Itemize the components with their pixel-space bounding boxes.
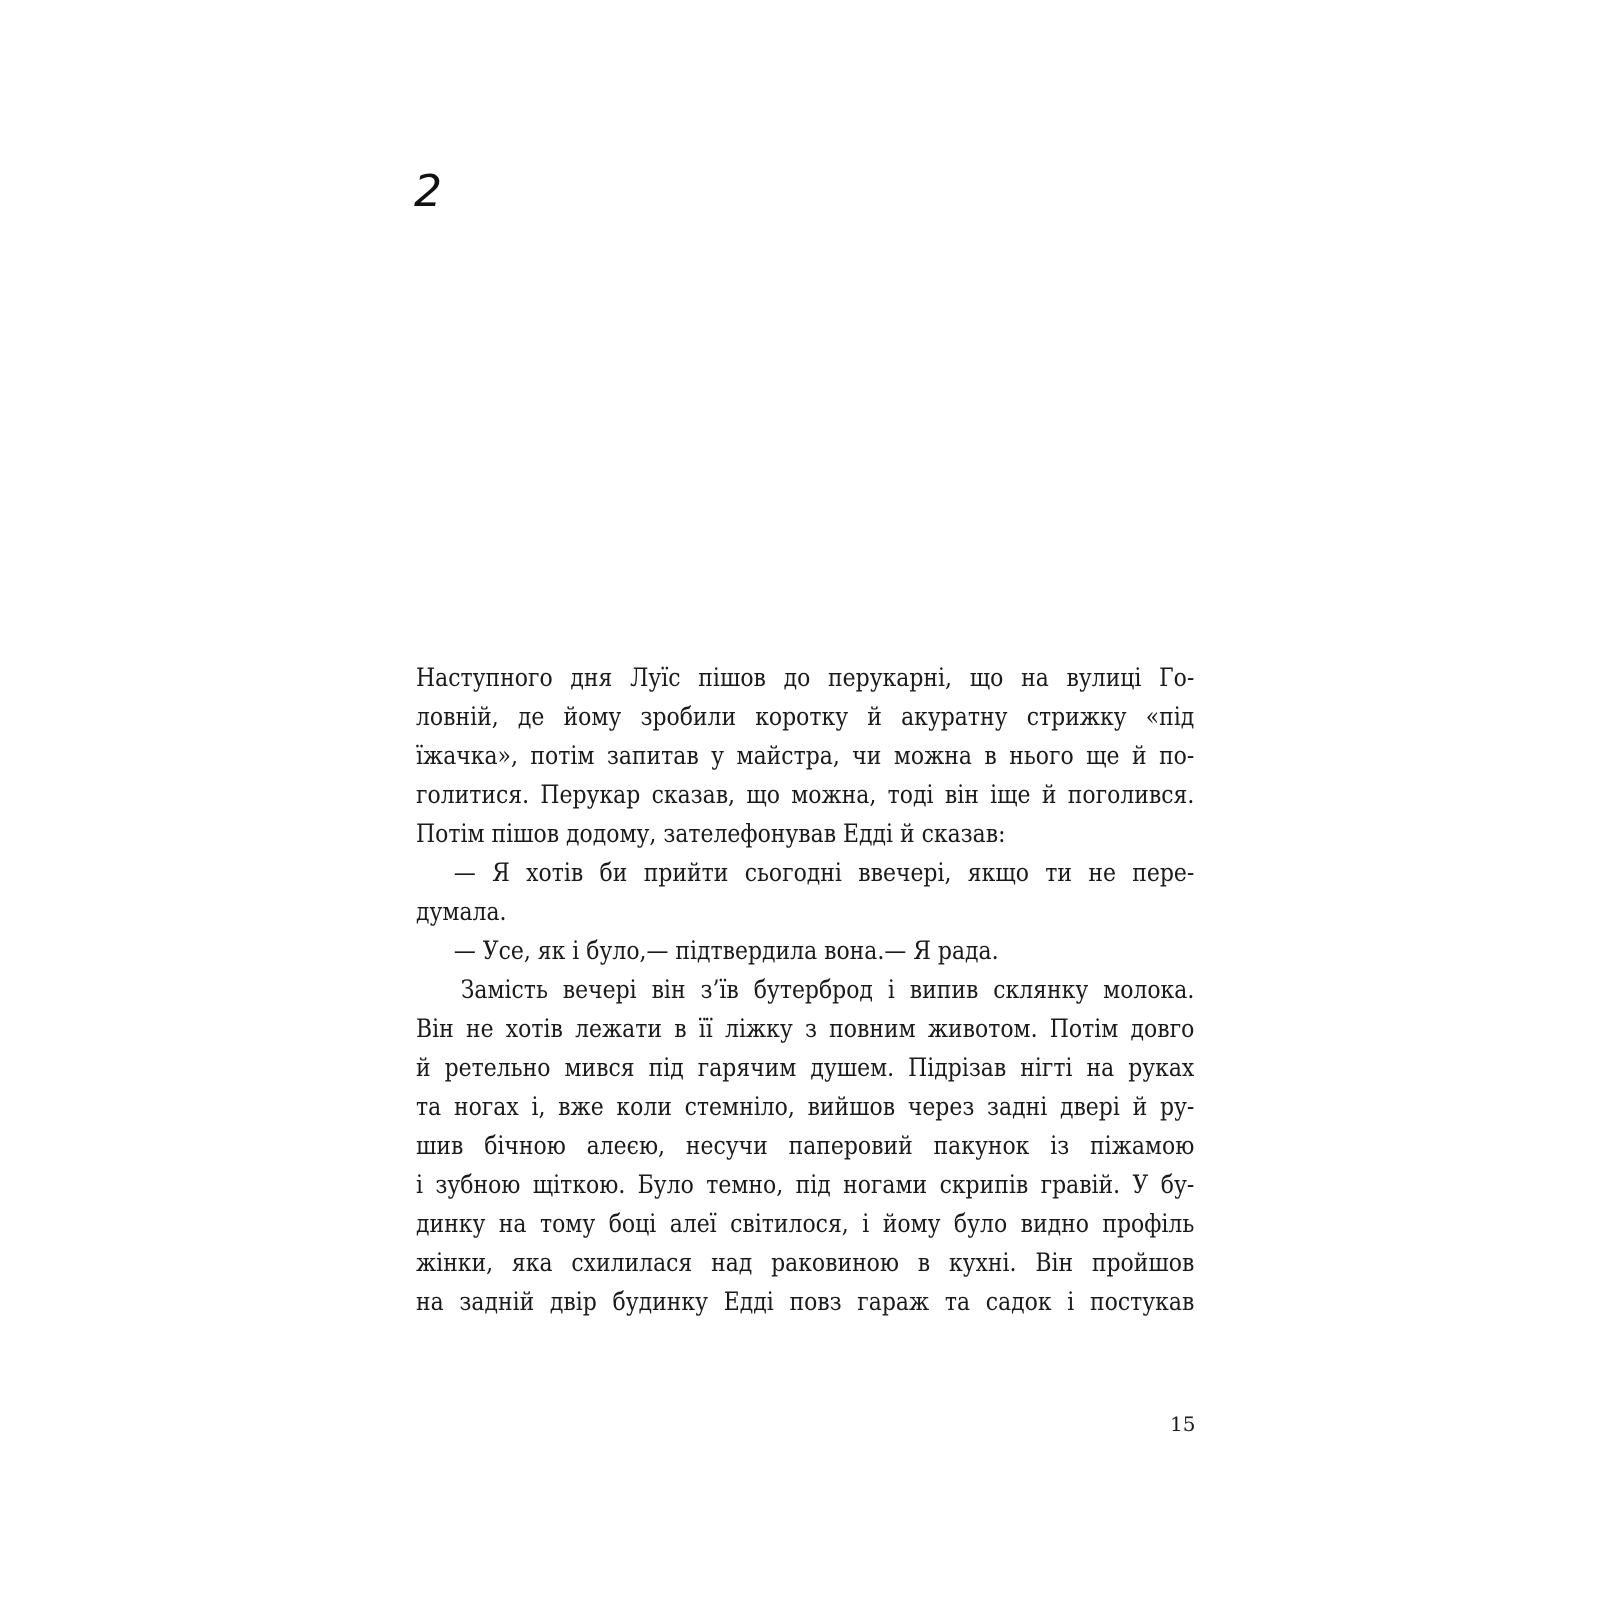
text-line: шив бічною алеєю, несучи паперовий пакунок із піжамою <box>416 1131 1195 1161</box>
text-line: і зубною щіткою. Було темно, під ногами скрипів гравій. У бу- <box>416 1170 1195 1200</box>
text-line: Наступного дня Луїс пішов до перукарні, що на вулиці Го- <box>416 663 1195 693</box>
page-number: 15 <box>1170 1412 1196 1436</box>
text-line: Він не хотів лежати в її ліжку з повним животом. Потім довго <box>416 1014 1195 1044</box>
paragraph-first-line: Замість вечері він з’їв бутерброд і випив склянку молока. <box>460 975 1195 1005</box>
body-text <box>416 659 1194 1322</box>
text-line: й ретельно мився під гарячим душем. Підрізав нігті на руках <box>416 1053 1195 1083</box>
dialogue-line: — Усе, як і було,— підтвердила вона.— Я рада. <box>453 936 999 966</box>
text-line: Потім пішов додому, зателефонував Едді й сказав: <box>416 819 1006 849</box>
text-line: ловній, де йому зробили коротку й акуратну стрижку «під <box>416 702 1195 732</box>
text-line: на задній двір будинку Едді повз гараж та садок і постукав <box>416 1287 1195 1317</box>
dialogue-line: — Я хотів би прийти сьогодні ввечері, якщо ти не пере- <box>453 858 1195 888</box>
text-line: та ногах і, вже коли стемніло, вийшов через задні двері й ру- <box>416 1092 1195 1122</box>
text-line: їжачка», потім запитав у майстра, чи можна в нього ще й по- <box>416 741 1195 771</box>
text-line: жінки, яка схилилася над раковиною в кухні. Він пройшов <box>416 1248 1195 1278</box>
text-line: динку на тому боці алеї світилося, і йому було видно профіль <box>416 1209 1195 1239</box>
chapter-number: 2 <box>414 166 442 217</box>
text-line: голитися. Перукар сказав, що можна, тоді він іще й поголився. <box>416 780 1195 810</box>
text-line: думала. <box>416 897 507 927</box>
